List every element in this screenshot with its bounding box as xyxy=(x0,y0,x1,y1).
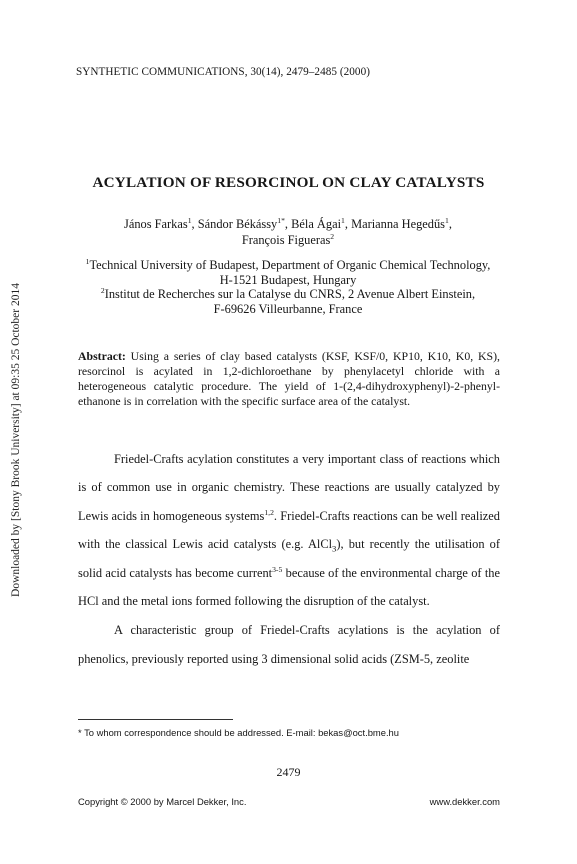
author: Marianna Hegedűs$^1$, xyxy=(351,215,452,231)
paragraph: Friedel-Crafts acylation constitutes a very important class of reactions which is of common use in organic chemistry. These reactions are usually catalyzed by Lewis acids in homogeneous systems$^{1,2}$. Friedel-Crafts reactions can be well realized with the classical Lewis acid catalysts (e.g. AlCl$_3$), but recently the utilisation of solid acid catalysts has become current$^{3-5}$ because of the environmental charge of the HCl and the metal ions formed following the disruption of the catalyst. xyxy=(78,452,500,609)
paragraph: A characteristic group of Friedel-Crafts acylations is the acylation of phenolics, previously reported using 3 dimensional solid acids (ZSM-5, zeolite xyxy=(78,623,500,666)
footnote: * To whom correspondence should be addressed. E-mail: bekas@oct.bme.hu xyxy=(78,727,399,738)
author: Béla Ágai$^1$, xyxy=(291,215,352,231)
page-number: 2479 xyxy=(276,765,301,779)
affiliation-2: $^2$Institut de Recherches sur la Catalyse du CNRS, 2 Avenue Albert Einstein, F-69626 Villeurbanne, France xyxy=(100,286,476,316)
affiliations xyxy=(78,258,498,316)
journal-header: SYNTHETIC COMMUNICATIONS, 30(14), 2479–2485 (2000) xyxy=(76,66,370,78)
download-watermark xyxy=(6,250,26,630)
article-title: ACYLATION OF RESORCINOL ON CLAY CATALYSTS xyxy=(92,174,485,191)
abstract-label: Abstract: xyxy=(78,349,126,363)
publisher-website: www.dekker.com xyxy=(429,796,500,807)
affiliation-1: $^1$Technical University of Budapest, Department of Organic Chemical Technology, H-1521 Budapest, Hungary xyxy=(85,256,491,287)
author-list xyxy=(78,216,498,248)
abstract xyxy=(78,349,500,409)
body-text xyxy=(78,445,500,673)
author: János Farkas$^1$, xyxy=(124,215,198,231)
author: François Figueras$^2$ xyxy=(241,231,335,247)
footnote-rule xyxy=(78,719,233,720)
download-watermark-text: Downloaded by [Stony Brook University] at 09:35 25 October 2014 xyxy=(10,283,22,597)
copyright-notice: Copyright © 2000 by Marcel Dekker, Inc. xyxy=(78,796,247,807)
author: Sándor Békássy$^{1*}$, xyxy=(197,215,292,231)
abstract-text: Using a series of clay based catalysts (KSF, KSF/0, KP10, K10, K0, KS), resorcinol is acylated in 1,2-dichloroethane by phenylacetyl chloride with a heterogeneous catalytic procedure. The yield of 1-(2,4-dihydroxyphenyl)-2-phenyl-ethanone is in correlation with the specific surface area of the catalyst. xyxy=(78,349,500,408)
